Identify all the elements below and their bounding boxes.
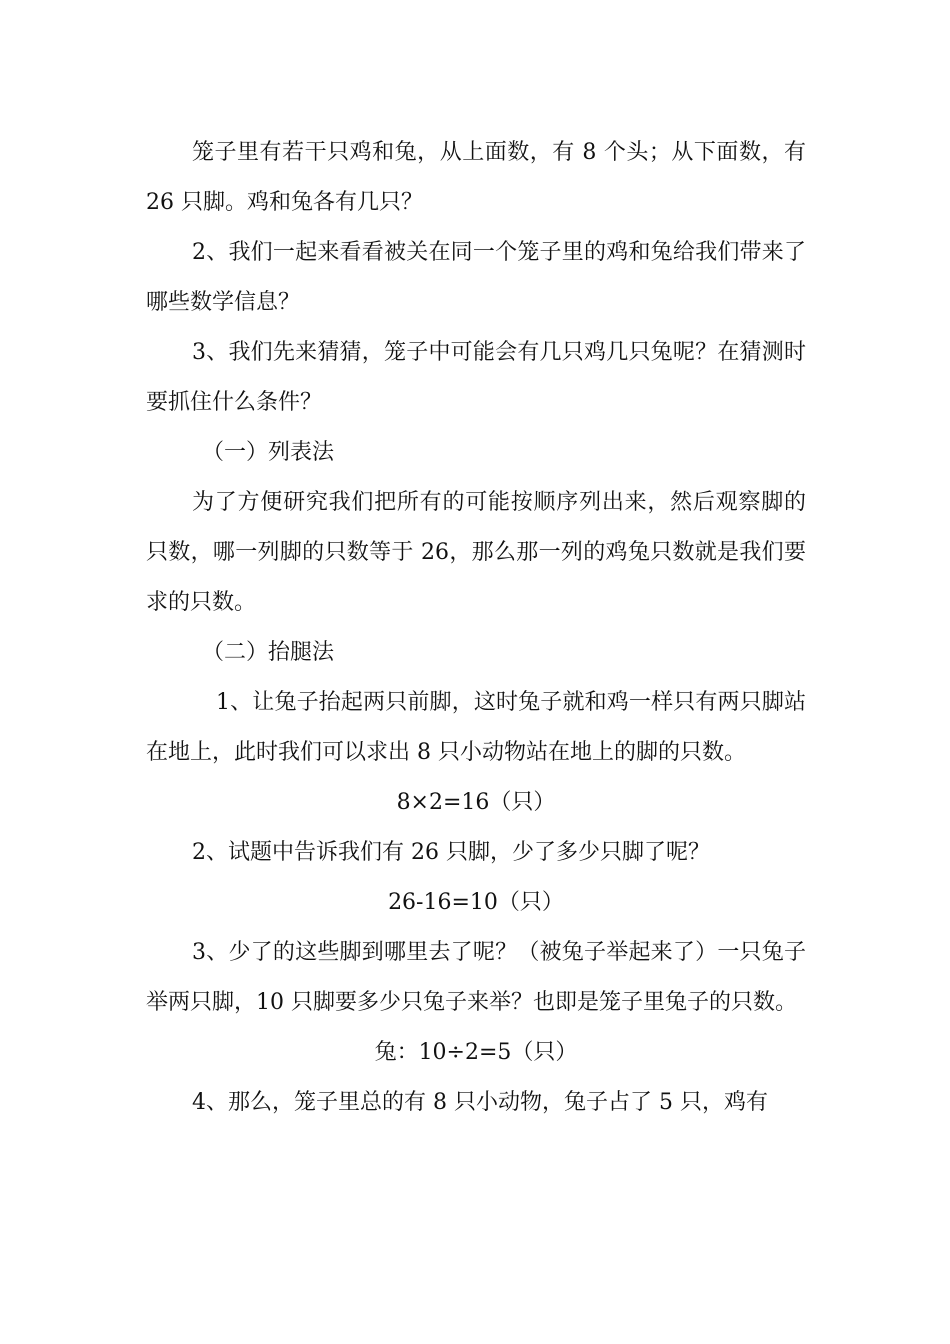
paragraph-leg-lift-step-1: 1、让兔子抬起两只前脚，这时兔子就和鸡一样只有两只脚站在地上，此时我们可以求出 8 只小动物站在地上的脚的只数。 bbox=[146, 690, 806, 765]
section-heading-leg-lift-method: （二）抬腿法 bbox=[202, 640, 335, 665]
paragraph-table-method: 为了方便研究我们把所有的可能按顺序列出来，然后观察脚的只数，哪一列脚的只数等于 26，那么那一列的鸡兔只数就是我们要求的只数。 bbox=[146, 490, 806, 615]
formula-1: 8×2=16（只） bbox=[396, 790, 556, 815]
formula-2: 26-16=10（只） bbox=[388, 890, 564, 915]
paragraph-leg-lift-step-4: 4、那么，笼子里总的有 8 只小动物，兔子占了 5 只，鸡有 bbox=[192, 1090, 768, 1115]
paragraph-leg-lift-step-2: 2、试题中告诉我们有 26 只脚，少了多少只脚了呢？ bbox=[192, 840, 710, 865]
paragraph-leg-lift-step-3: 3、少了的这些脚到哪里去了呢？（被兔子举起来了）一只兔子举两只脚，10 只脚要多少只兔子来举？也即是笼子里兔子的只数。 bbox=[146, 940, 806, 1015]
document-body bbox=[146, 128, 806, 1128]
section-heading-table-method: （一）列表法 bbox=[202, 440, 335, 465]
paragraph-problem: 笼子里有若干只鸡和兔，从上面数，有 8 个头；从下面数，有 26 只脚。鸡和兔各有几只？ bbox=[146, 140, 806, 215]
formula-3: 兔：10÷2=5（只） bbox=[374, 1040, 578, 1065]
paragraph-step-3: 3、我们先来猜猜，笼子中可能会有几只鸡几只兔呢？在猜测时要抓住什么条件？ bbox=[146, 340, 806, 415]
paragraph-step-2: 2、我们一起来看看被关在同一个笼子里的鸡和兔给我们带来了哪些数学信息？ bbox=[146, 240, 806, 315]
